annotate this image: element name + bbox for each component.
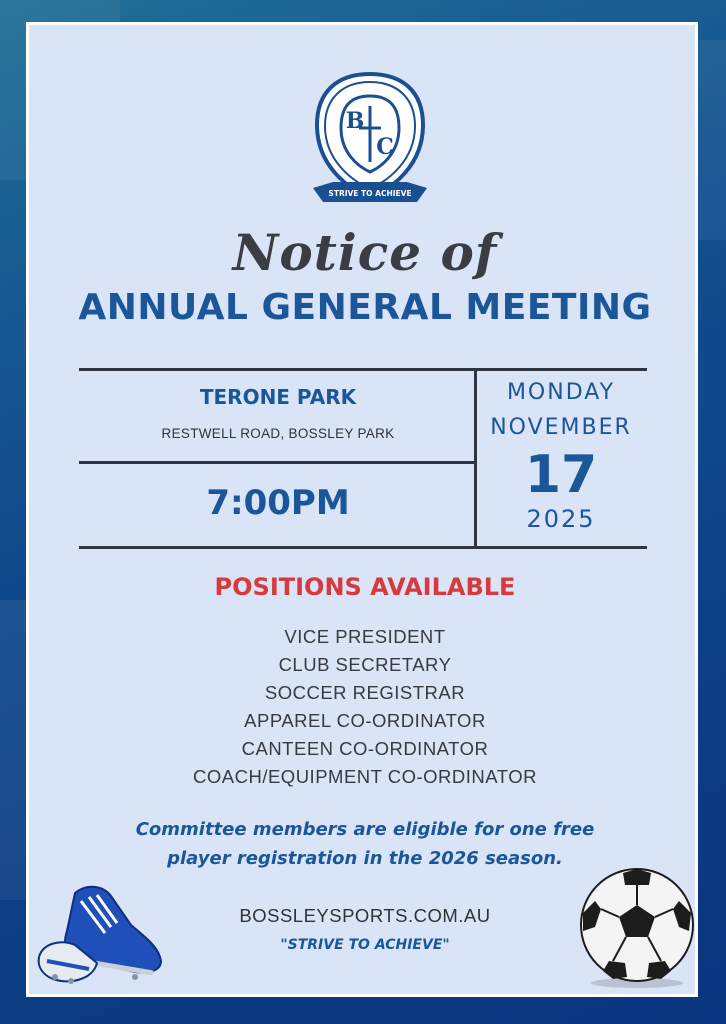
crest-initial-right: C [376, 134, 394, 160]
motto-text: "STRIVE TO ACHIEVE" [280, 937, 450, 953]
notice-heading: Notice of [232, 223, 498, 282]
crest-initial-left: B [345, 108, 365, 134]
table-middle-divider [79, 461, 475, 464]
list-item: APPAREL CO-ORDINATOR [244, 710, 486, 731]
list-item: COACH/EQUIPMENT CO-ORDINATOR [193, 766, 537, 787]
table-top-divider [79, 368, 647, 371]
positions-heading: POSITIONS AVAILABLE [214, 573, 516, 601]
list-item: CANTEEN CO-ORDINATOR [241, 738, 489, 759]
crest-motto-banner: STRIVE TO ACHIEVE [328, 189, 412, 198]
website-link[interactable]: BOSSLEYSPORTS.COM.AU [239, 905, 491, 926]
meeting-year: 2025 [526, 505, 596, 533]
list-item: CLUB SECRETARY [278, 654, 452, 675]
meeting-time: 7:00PM [206, 483, 350, 523]
meeting-month: NOVEMBER [490, 415, 632, 440]
football-boot-icon [35, 873, 167, 989]
venue-address: RESTWELL ROAD, BOSSLEY PARK [161, 426, 395, 441]
table-bottom-divider [79, 546, 647, 549]
meeting-day: MONDAY [506, 380, 616, 405]
list-item: VICE PRESIDENT [284, 626, 446, 647]
page-title: ANNUAL GENERAL MEETING [78, 287, 652, 328]
committee-note-line: Committee members are eligible for one free [135, 819, 595, 840]
meeting-date-number: 17 [524, 445, 598, 505]
committee-note [69, 815, 661, 873]
venue-name: TERONE PARK [199, 385, 357, 409]
soccer-ball-icon [575, 865, 699, 989]
poster-card [26, 22, 698, 997]
list-item: SOCCER REGISTRAR [264, 682, 466, 703]
positions-list [29, 623, 701, 791]
club-crest-icon [307, 70, 433, 222]
committee-note-line: player registration in the 2026 season. [167, 848, 563, 869]
